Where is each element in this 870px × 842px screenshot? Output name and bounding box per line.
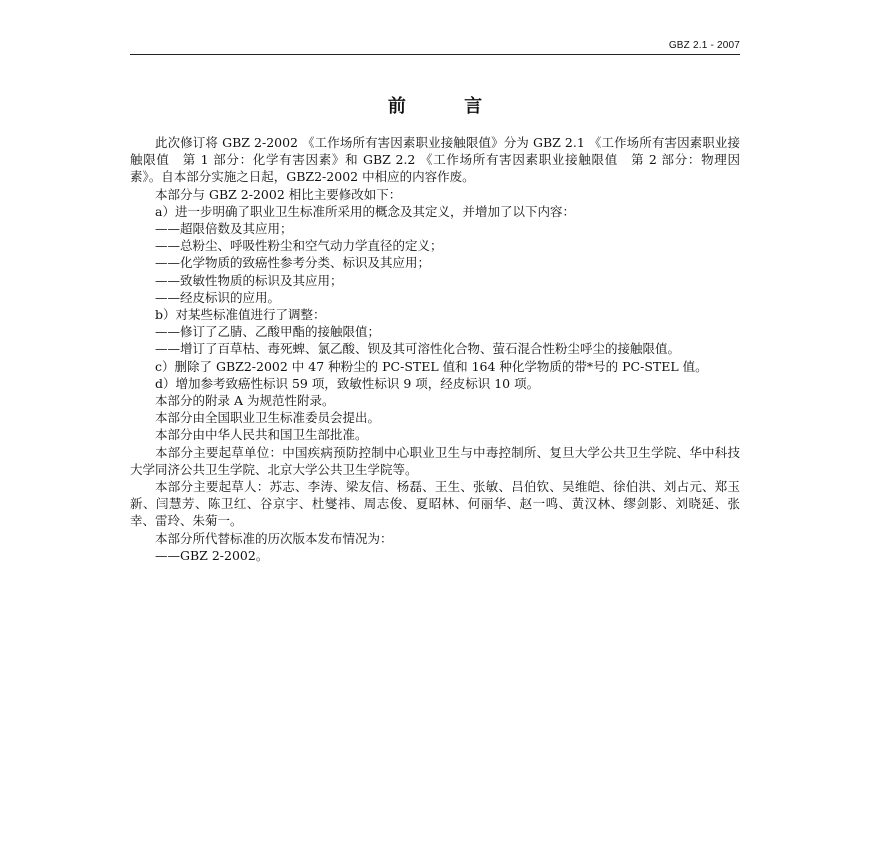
paragraph-dash-2: ——总粉尘、呼吸性粉尘和空气动力学直径的定义； — [155, 238, 443, 254]
paragraph-changes-intro: 本部分与 GBZ 2-2002 相比主要修改如下： — [155, 186, 402, 202]
paragraph-item-c: c）删除了 GBZ2-2002 中 47 种粉尘的 PC-STEL 值和 164 种化学物质的带*号的 PC-STEL 值。 — [155, 358, 708, 374]
paragraph-dash-5: ——经皮标识的应用。 — [155, 289, 281, 305]
paragraph-item-b: b）对某些标准值进行了调整： — [155, 307, 326, 323]
paragraph-history-intro: 本部分所代替标准的历次版本发布情况为： — [155, 530, 393, 546]
foreword-body — [130, 134, 740, 564]
paragraph-dash-7: ——增订了百草枯、毒死蜱、氯乙酸、钡及其可溶性化合物、萤石混合性粉尘呼尘的接触限值。 — [155, 341, 681, 357]
paragraph-dash-1: ——超限倍数及其应用； — [155, 221, 293, 237]
paragraph-dash-6: ——修订了乙腈、乙酸甲酯的接触限值； — [155, 324, 381, 340]
paragraph-drafting-units: 本部分主要起草单位：中国疾病预防控制中心职业卫生与中毒控制所、复旦大学公共卫生学院、华中科技大学同济公共卫生学院、北京大学公共卫生学院等。 — [130, 444, 740, 477]
paragraph-dash-4: ——致敏性物质的标识及其应用； — [155, 272, 343, 288]
paragraph-approved-by: 本部分由中华人民共和国卫生部批准。 — [155, 427, 368, 443]
paragraph-appendix: 本部分的附录 A 为规范性附录。 — [155, 393, 335, 409]
page-title: 前 言 — [387, 96, 509, 117]
paragraph-revision-intro: 此次修订将 GBZ 2-2002 《工作场所有害因素职业接触限值》分为 GBZ 2.1 《工作场所有害因素职业接触限值 第 1 部分：化学有害因素》和 GBZ 2.2 《工作场所有害因素职业接触限值 第 2 部分：物理因素》。自本部分实施之日起，GBZ2-2002 中相应的内容作废。 — [130, 135, 740, 185]
paragraph-dash-3: ——化学物质的致癌性参考分类、标识及其应用； — [155, 255, 431, 271]
standard-code: GBZ 2.1 - 2007 — [668, 40, 740, 51]
header-rule — [130, 54, 740, 55]
paragraph-history-item: ——GBZ 2-2002。 — [155, 547, 269, 563]
paragraph-item-a: a）进一步明确了职业卫生标准所采用的概念及其定义，并增加了以下内容： — [155, 203, 575, 219]
paragraph-item-d: d）增加参考致癌性标识 59 项，致敏性标识 9 项，经皮标识 10 项。 — [155, 375, 540, 391]
paragraph-drafters: 本部分主要起草人：苏志、李涛、梁友信、杨磊、王生、张敏、吕伯钦、吴维皑、徐伯洪、刘占元、郑玉新、闫慧芳、陈卫红、谷京宇、杜燮祎、周志俊、夏昭林、何丽华、赵一鸣、黄汉林、缪剑影、刘晓延、张幸、雷玲、朱菊一。 — [130, 479, 740, 529]
paragraph-proposed-by: 本部分由全国职业卫生标准委员会提出。 — [155, 410, 381, 426]
